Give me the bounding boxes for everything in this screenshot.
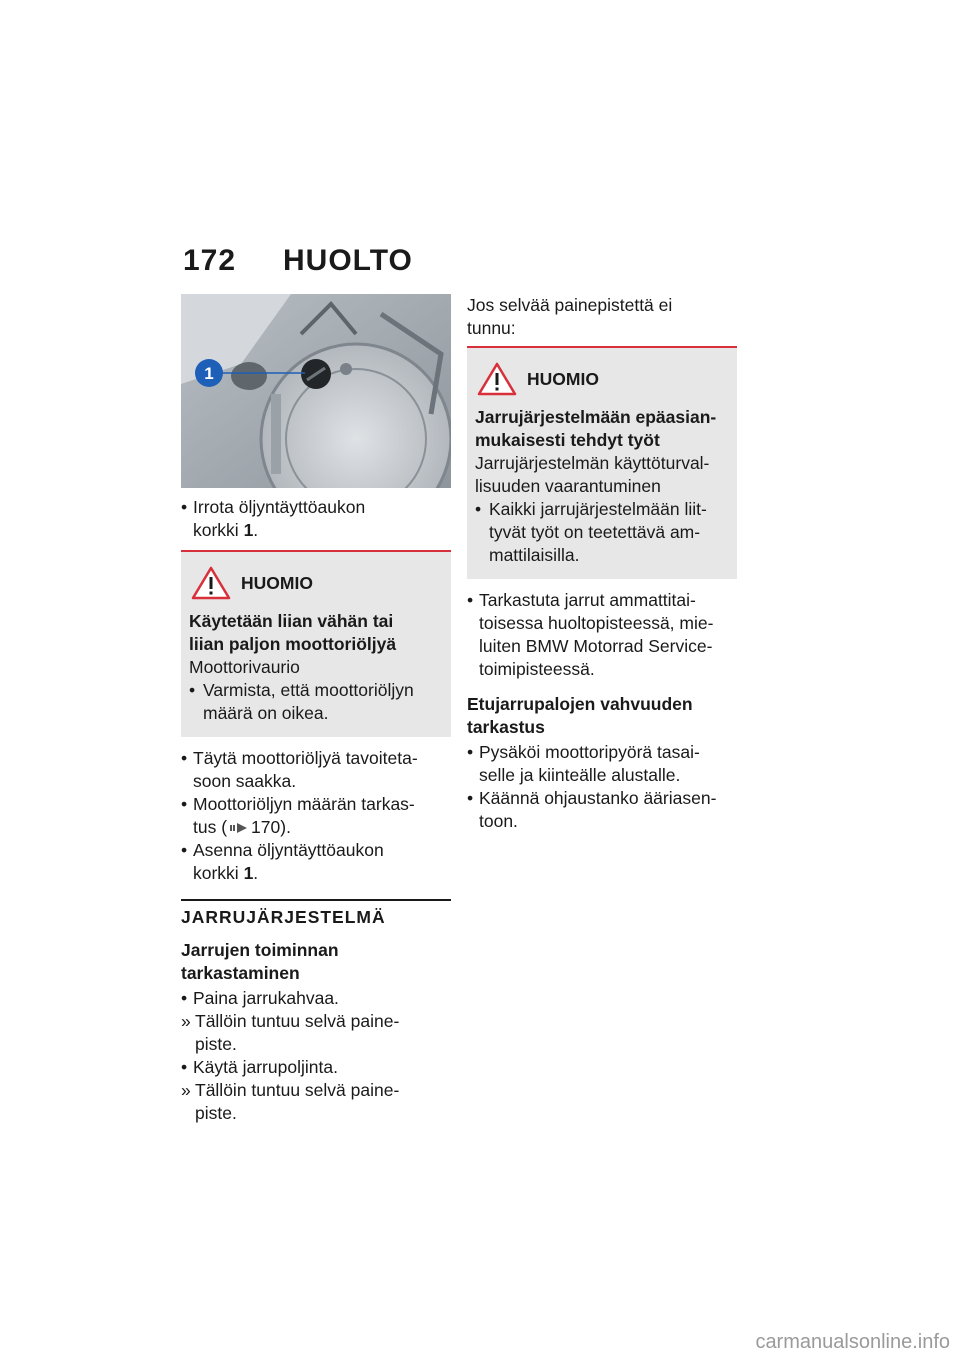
engine-illustration <box>181 294 451 488</box>
callout-reference: 1 <box>243 520 254 540</box>
notice-actions <box>475 498 729 567</box>
notice-actions <box>189 679 443 725</box>
notice-hazard: Käytetään liian vähän tai liian paljon moottoriöljyä <box>189 611 397 654</box>
warning-triangle-icon <box>191 566 231 600</box>
result-item: » Tällöin tuntuu selvä paine- piste. <box>181 1011 400 1054</box>
bullet-icon: • <box>181 497 188 517</box>
warning-triangle-icon <box>477 362 517 396</box>
callout-reference: 1 <box>243 863 254 883</box>
bullet-icon: • <box>181 794 188 814</box>
step-list-brake-test <box>181 987 451 1125</box>
list-item: • Tarkastuta jarrut ammattitai- toisessa huoltopisteessä, mie- luiten BMW Motorrad Service- toimipisteessä. <box>467 590 714 679</box>
bullet-icon: • <box>467 590 474 610</box>
bullet-icon: • <box>181 840 188 860</box>
list-item: • Käännä ohjaustanko ääriasen- toon. <box>467 788 717 831</box>
step-list-oil <box>181 747 451 885</box>
step-list-pad-check <box>467 741 737 833</box>
list-item: • Moottoriöljyn määrän tarkas- tus ( 170). <box>181 794 415 837</box>
bullet-icon: • <box>467 788 474 808</box>
bullet-icon: • <box>189 680 196 700</box>
section-divider <box>181 899 451 901</box>
bullet-icon: • <box>181 748 188 768</box>
bullet-icon: • <box>181 988 188 1008</box>
step-list-remove-cap <box>181 496 451 542</box>
result-arrow-icon: » <box>181 1080 191 1100</box>
callout-number: 1 <box>204 364 214 383</box>
page-number: 172 <box>183 244 237 277</box>
section-heading-brakes: JARRUJÄRJESTELMÄ <box>181 907 386 927</box>
list-item: • Asenna öljyntäyttöaukon korkki 1. <box>181 840 384 883</box>
caution-notice-oil <box>181 550 451 737</box>
list-item: • Käytä jarrupoljinta. <box>181 1057 338 1077</box>
oil-filler-cap-photo <box>181 294 451 488</box>
notice-consequence: Moottorivaurio <box>189 657 300 677</box>
notice-title: HUOMIO <box>527 368 599 389</box>
caution-notice-brakes <box>467 346 737 579</box>
step-list-brake-service <box>467 589 737 681</box>
result-arrow-icon: » <box>181 1011 191 1031</box>
list-item: • Irrota öljyntäyttöaukon korkki 1. <box>181 497 366 540</box>
notice-title: HUOMIO <box>241 572 313 593</box>
list-item: • Varmista, että moottoriöljyn määrä on oikea. <box>189 680 414 723</box>
sub-heading-brake-test: Jarrujen toiminnan tarkastaminen <box>181 940 339 983</box>
result-item: » Tällöin tuntuu selvä paine- piste. <box>181 1080 400 1123</box>
notice-hazard: Jarrujärjestelmään epäasian- mukaisesti tehdyt työt <box>475 407 717 450</box>
list-item: • Pysäköi moottoripyörä tasai- selle ja kiinteälle alustalle. <box>467 742 700 785</box>
list-item: • Kaikki jarrujärjestelmään liit- tyvät työt on teetettävä am- mattilaisilla. <box>475 499 707 565</box>
left-column <box>181 294 451 1125</box>
section-title: HUOLTO <box>283 244 413 277</box>
bullet-icon: • <box>467 742 474 762</box>
intro-text: Jos selvää painepistettä ei tunnu: <box>467 295 673 338</box>
sub-heading-pad-check: Etujarrupalojen vahvuuden tarkastus <box>467 694 693 737</box>
right-column <box>467 294 737 833</box>
page-reference-arrow-icon <box>229 822 249 834</box>
watermark-text: carmanualsonline.info <box>755 1331 950 1353</box>
list-item: • Paina jarrukahvaa. <box>181 988 339 1008</box>
bullet-icon: • <box>475 499 482 519</box>
bullet-icon: • <box>181 1057 188 1077</box>
notice-consequence: Jarrujärjestelmän käyttöturval- lisuuden vaarantuminen <box>475 453 710 496</box>
list-item: • Täytä moottoriöljyä tavoiteta- soon saakka. <box>181 748 418 791</box>
